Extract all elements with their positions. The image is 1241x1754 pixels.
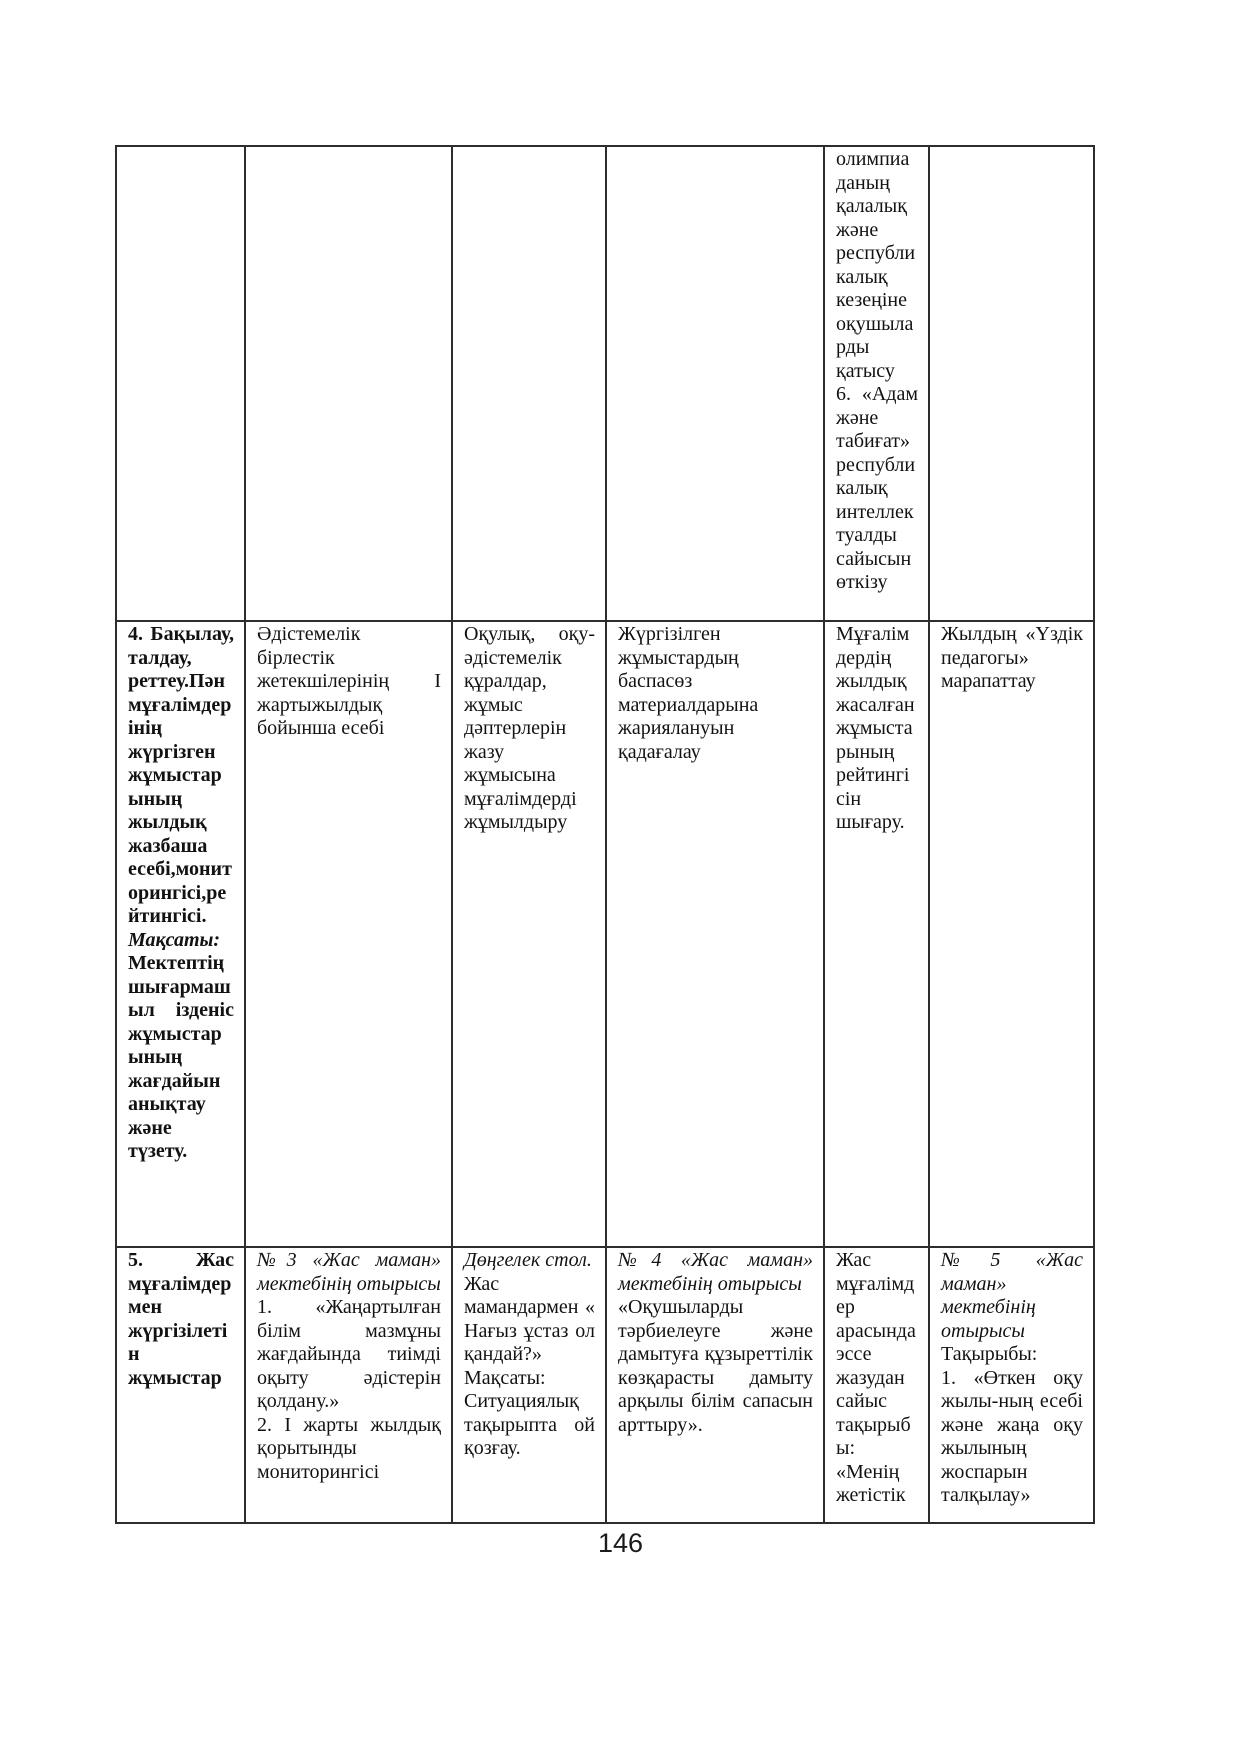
row5-form-cell: [452, 1247, 606, 1523]
row5-stage-cell: [116, 1247, 245, 1523]
row4-note-cell: [929, 621, 1094, 1247]
row4-stage-text: 4. Бақылау, талдау, реттеу.Пән мұғалімдерінің жүргізген жұмыстарының жылдық жазбаша есебі,мониторингісі,рейтингісі.: [128, 623, 234, 927]
work-plan-table: [115, 145, 1095, 1524]
table-row-4: [116, 621, 1094, 1247]
row5-note-heading: №5 «Жас маман» мектебінің отырысы: [941, 1249, 1083, 1342]
row4-goal-text: Мектептің шығармашыл ізденіс жұмыстарының жағдайын анықтау және түзету.: [128, 952, 234, 1162]
row4-form-text: Оқулық, оқу-әдістемелік құралдар, жұмыс дәптерлерін жазу жұмысына мұғалімдерді жұмылдыру: [464, 623, 595, 833]
cont-cell-form: [452, 146, 606, 621]
row5-result-cell: [824, 1247, 929, 1523]
row4-note-text: Жылдың «Үздік педагогы» марапаттау: [941, 623, 1083, 692]
row5-content-item-1: 1. «Жаңартылған білім мазмұны жағдайында тиімді оқыту әдістерін қолдану.»: [257, 1296, 441, 1412]
row5-content-item-2: 2. І жарты жылдық қорытынды мониторингісі: [257, 1413, 441, 1483]
cont-cell-content: [245, 146, 452, 621]
row4-content-text: Әдістемелік бірлестік жетекшілерінің І жартыжылдық бойынша есебі: [257, 623, 441, 739]
row5-form-heading: Дөңгелек стол.: [464, 1249, 592, 1271]
row4-content-cell: [245, 621, 452, 1247]
row5-content-heading: №3 «Жас маман» мектебінің отырысы: [257, 1249, 441, 1295]
cont-result-text-1: олимпиаданың қалалық және республикалық кезеңіне оқушыларды қатысу: [836, 148, 916, 382]
cont-cell-note: [929, 146, 1094, 621]
row5-content-cell: [245, 1247, 452, 1523]
row5-result-text: Жас мұғалімдер арасында эссе жазудан сайыс тақырыбы: «Менің жетістік: [836, 1249, 916, 1506]
page-number: 146: [597, 1528, 644, 1558]
cont-cell-result: [824, 146, 929, 621]
row4-goal-paragraph: [128, 929, 234, 1164]
row5-note-cell: [929, 1247, 1094, 1523]
row5-control-heading: №4 «Жас маман» мектебінің отырысы: [618, 1249, 813, 1295]
row5-stage-text: 5. Жас мұғалімдер мен жүргізілетін жұмыстар: [128, 1249, 234, 1389]
table-row-5: [116, 1247, 1094, 1523]
row4-result-text: Мұғалімдердің жылдық жасалған жұмыстарының рейтингісін шығару.: [836, 623, 915, 833]
cont-cell-control: [606, 146, 824, 621]
row4-control-cell: [606, 621, 824, 1247]
row5-note-item-2: 1. «Өткен оқу жылы-ның есебі және жаңа оқу жылының жоспарын талқылау»: [941, 1366, 1083, 1506]
row4-goal-label: Мақсаты:: [128, 928, 221, 951]
cont-cell-stage: [116, 146, 245, 621]
row5-control-cell: [606, 1247, 824, 1523]
row4-control-text: Жүргізілген жұмыстардың баспасөз материалдарына жариялануын қадағалау: [618, 623, 759, 763]
cont-result-text-2: 6. «Адам және табиғат» республикалық интеллектуалды сайысын өткізу: [836, 383, 918, 593]
row4-result-cell: [824, 621, 929, 1247]
row4-form-cell: [452, 621, 606, 1247]
table-row-continuation: [116, 146, 1094, 621]
row4-stage-cell: [116, 621, 245, 1247]
row5-note-item-1: Тақырыбы:: [941, 1343, 1038, 1365]
row5-form-text: Жас мамандармен « Нағыз ұстаз ол қандай?» Мақсаты: Ситуациялық тақырыпта ой қозғау.: [464, 1272, 595, 1459]
row5-control-text: «Оқушыларды тәрбиелеуге және дамытуға құзыреттілік көзқарасты дамыту арқылы білім сапасын арттыру».: [618, 1296, 813, 1436]
